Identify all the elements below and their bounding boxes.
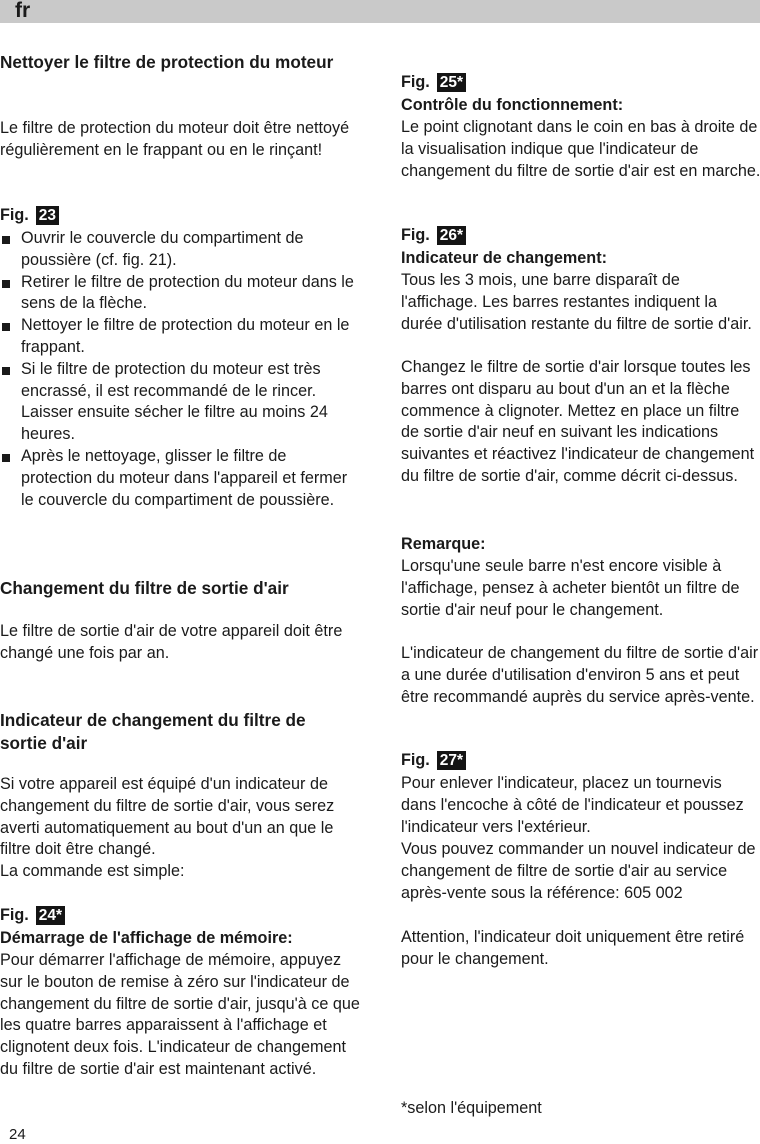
- indicator-lifetime-text: L'indicateur de changement du filtre de sortie d'air a une durée d'utilisation d'environ 5 ans et peut être recommandé auprès du service après-vente.: [401, 644, 759, 706]
- section-title-change-indicator: Indicateur de changement du filtre de sortie d'air: [0, 710, 306, 753]
- motor-filter-intro: Le filtre de protection du moteur doit être nettoyé régulièrement en le frappant ou en le rinçant!: [0, 119, 350, 159]
- air-filter-change-text: Le filtre de sortie d'air de votre appareil doit être changé une fois par an.: [0, 622, 343, 662]
- figure-number-badge: 23: [36, 206, 59, 225]
- change-indicator-subtitle: Indicateur de changement:: [401, 249, 607, 267]
- list-item: Ouvrir le couvercle du compartiment de poussière (cf. fig. 21).: [0, 228, 362, 272]
- order-indicator-text: Vous pouvez commander un nouvel indicateur de changement de filtre de sortie d'air au service après-vente sous la référence: 605 002: [401, 840, 756, 902]
- footnote: *selon l'équipement: [401, 1099, 542, 1117]
- list-item: Après le nettoyage, glisser le filtre de protection du moteur dans l'appareil et fermer le couvercle du compartiment de poussière.: [0, 446, 362, 511]
- fig-24-label: [0, 905, 362, 927]
- remove-indicator-text: Pour enlever l'indicateur, placez un tournevis dans l'encoche à côté de l'indicateur et poussez l'indicateur vers l'extérieur.: [401, 774, 744, 836]
- fig-label: Fig.: [401, 226, 430, 244]
- page-number: 24: [9, 1126, 26, 1143]
- remark-text: Lorsqu'une seule barre n'est encore visible à l'affichage, pensez à acheter bientôt un filtre de sortie d'air neuf pour le changement.: [401, 557, 740, 619]
- change-indicator-instructions: Changez le filtre de sortie d'air lorsque toutes les barres ont disparu au bout d'un an et la flèche commence à clignoter. Mettez en place un filtre de sortie d'air neuf en suivant les indications suivantes et réactivez l'indicateur de changement du filtre de sortie d'air, comme décrit ci-dessus.: [401, 358, 755, 485]
- fig-label: Fig.: [0, 206, 29, 224]
- list-item: Retirer le filtre de protection du moteur dans le sens de la flèche.: [0, 272, 362, 316]
- remark-title: Remarque:: [401, 535, 486, 553]
- change-indicator-text-2: La commande est simple:: [0, 862, 185, 880]
- function-check-title: Contrôle du fonctionnement:: [401, 96, 624, 114]
- language-label: fr: [15, 0, 31, 22]
- function-check-text: Le point clignotant dans le coin en bas à droite de la visualisation indique que l'indicateur de changement du filtre de sortie d'air est en marche.: [401, 118, 760, 180]
- memory-start-text: Pour démarrer l'affichage de mémoire, appuyez sur le bouton de remise à zéro sur l'indicateur de changement du filtre de sortie d'air, jusqu'à ce que les quatre barres apparaissent à l'affichage et clignotent deux fois. L'indicateur de changement du filtre de sortie d'air est maintenant activé.: [0, 951, 360, 1078]
- memory-start-title: Démarrage de l'affichage de mémoire:: [0, 929, 293, 947]
- attention-text: Attention, l'indicateur doit uniquement être retiré pour le changement.: [401, 928, 745, 968]
- section-title-motor-filter: Nettoyer le filtre de protection du moteur: [0, 52, 334, 72]
- fig-label: Fig.: [401, 73, 430, 91]
- section-title-air-filter-change: Changement du filtre de sortie d'air: [0, 578, 289, 598]
- fig-label: Fig.: [0, 906, 29, 924]
- fig-27-label: [401, 750, 760, 772]
- fig-26-label: [401, 225, 760, 247]
- fig-25-label: [401, 72, 760, 94]
- figure-number-badge: 27*: [437, 751, 466, 770]
- figure-number-badge: 24*: [36, 906, 65, 925]
- change-indicator-text: Si votre appareil est équipé d'un indicateur de changement du filtre de sortie d'air, vous serez averti automatiquement au bout d'un an que le filtre doit être changé.: [0, 775, 335, 859]
- fig-23-label: [0, 205, 362, 227]
- change-indicator-desc: Tous les 3 mois, une barre disparaît de l'affichage. Les barres restantes indiquent la durée d'utilisation restante du filtre de sortie d'air.: [401, 271, 752, 333]
- motor-filter-steps: [0, 228, 362, 511]
- fig-label: Fig.: [401, 751, 430, 769]
- figure-number-badge: 26*: [437, 226, 466, 245]
- list-item: Si le filtre de protection du moteur est très encrassé, il est recommandé de le rincer. Laisser ensuite sécher le filtre au moins 24 heures.: [0, 359, 362, 446]
- list-item: Nettoyer le filtre de protection du moteur en le frappant.: [0, 315, 362, 359]
- language-bar: [0, 0, 760, 23]
- figure-number-badge: 25*: [437, 73, 466, 92]
